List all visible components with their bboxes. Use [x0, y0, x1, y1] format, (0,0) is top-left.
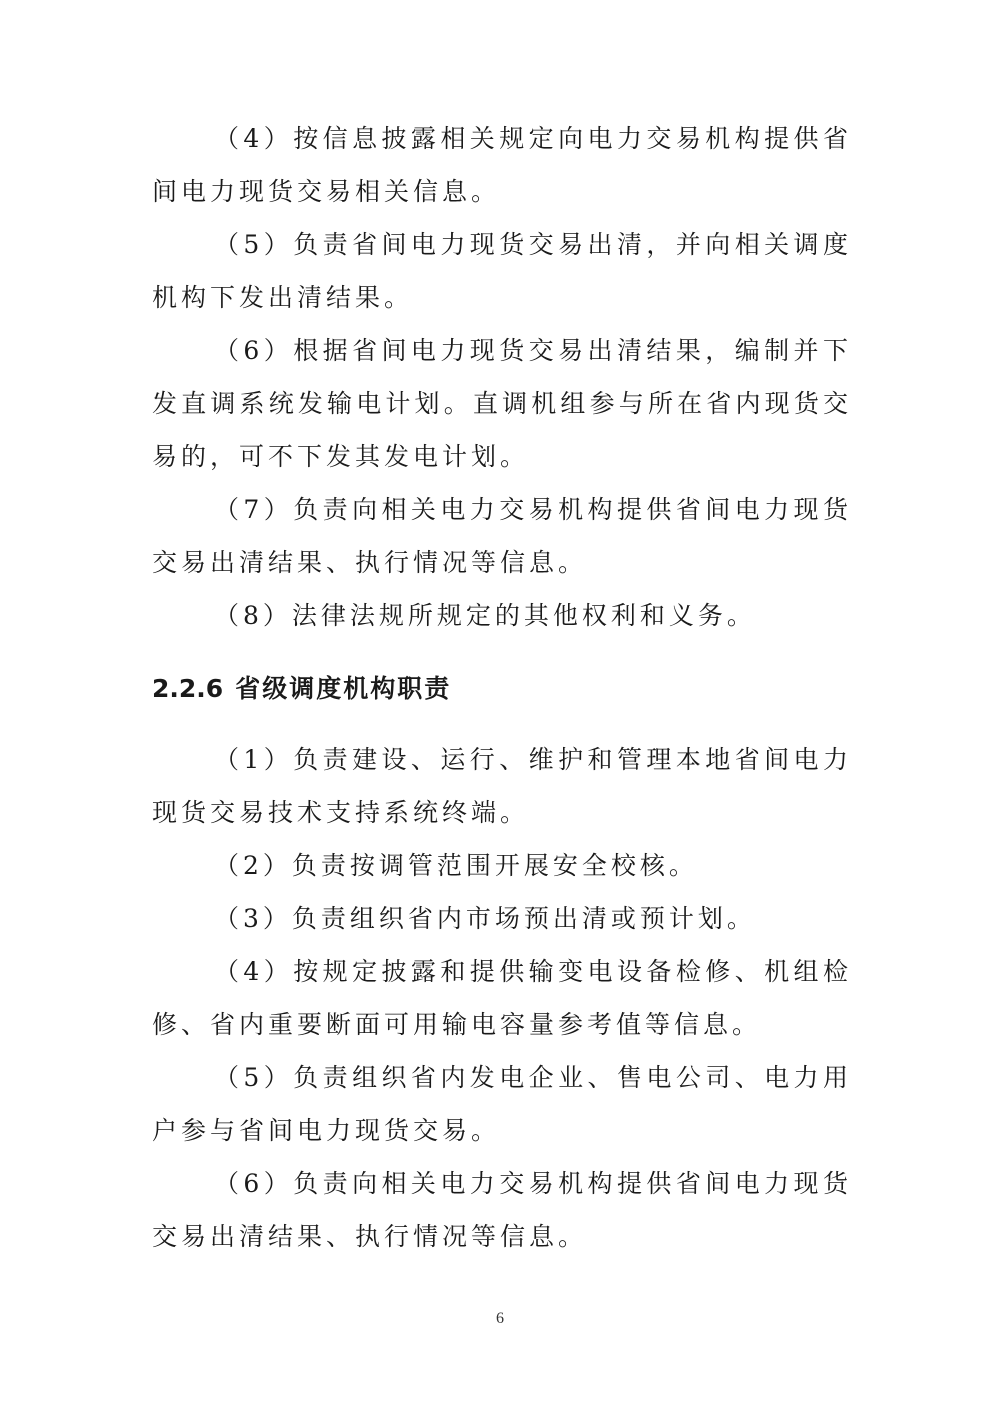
list-item: （6）负责向相关电力交易机构提供省间电力现货交易出清结果、执行情况等信息。	[152, 1169, 852, 1251]
list-item: （4）按信息披露相关规定向电力交易机构提供省间电力现货交易相关信息。	[152, 124, 852, 206]
list-item: （6）根据省间电力现货交易出清结果，编制并下发直调系统发输电计划。直调机组参与所在省内现货交易的，可不下发其发电计划。	[152, 336, 852, 471]
list-item: （7）负责向相关电力交易机构提供省间电力现货交易出清结果、执行情况等信息。	[152, 495, 852, 577]
section-list	[152, 733, 852, 1263]
list-item: （8）法律法规所规定的其他权利和义务。	[214, 601, 756, 630]
section-number: 2.2.6	[152, 674, 224, 703]
list-item: （1）负责建设、运行、维护和管理本地省间电力现货交易技术支持系统终端。	[152, 745, 852, 827]
prev-section-list	[152, 112, 852, 642]
section-heading	[152, 662, 852, 715]
section-title: 省级调度机构职责	[235, 674, 452, 703]
list-item: （2）负责按调管范围开展安全校核。	[214, 851, 698, 880]
list-item: （4）按规定披露和提供输变电设备检修、机组检修、省内重要断面可用输电容量参考值等信息。	[152, 957, 852, 1039]
document-page	[152, 112, 852, 1263]
list-item: （5）负责组织省内发电企业、售电公司、电力用户参与省间电力现货交易。	[152, 1063, 852, 1145]
page-number: 6	[496, 1310, 504, 1327]
list-item: （5）负责省间电力现货交易出清，并向相关调度机构下发出清结果。	[152, 230, 852, 312]
list-item: （3）负责组织省内市场预出清或预计划。	[214, 904, 756, 933]
